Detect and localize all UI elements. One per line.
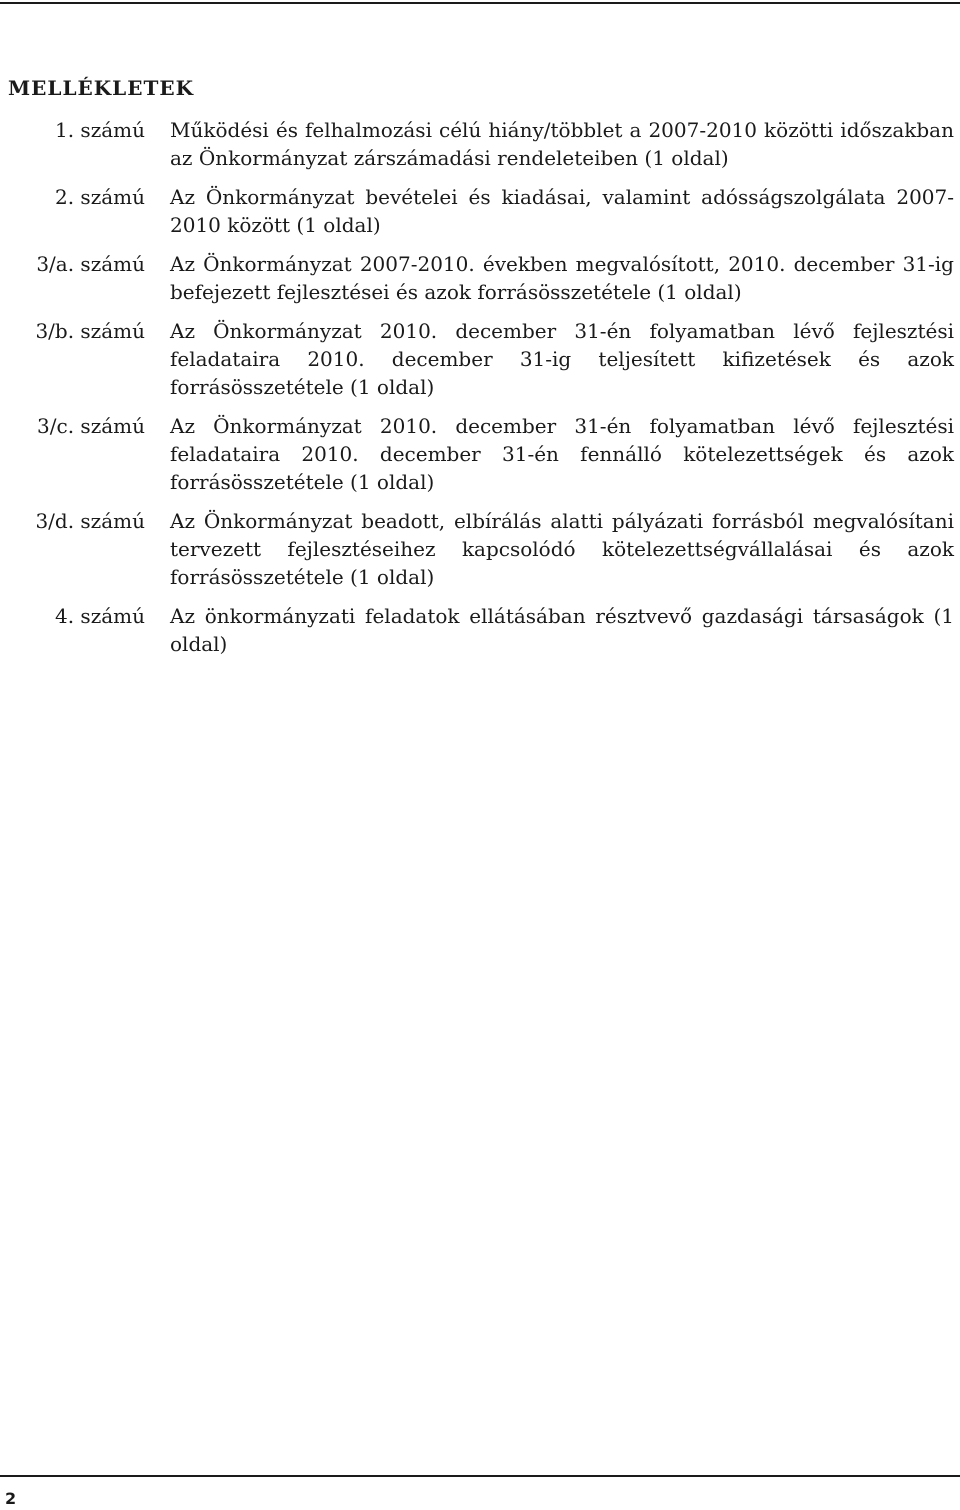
- annex-title: Működési és felhalmozási célú hiány/többlet a 2007-2010 közötti időszakban az Önkormányzat zárszámadási rendeleteiben (1 oldal): [170, 118, 954, 170]
- annex-title: Az Önkormányzat 2007-2010. években megvalósított, 2010. december 31-ig befejezett fejlesztései és azok forrásösszetétele (1 oldal): [170, 252, 954, 304]
- annex-item-2: [0, 183, 960, 239]
- annex-list: [0, 116, 960, 669]
- annex-item-3d: [0, 507, 960, 591]
- annex-number: 2. számú: [54, 185, 145, 209]
- annex-item-1: [0, 116, 960, 172]
- annex-item-3c: [0, 412, 960, 496]
- footer-rule: [0, 1475, 960, 1477]
- annex-number: 3/d. számú: [35, 509, 145, 533]
- page-heading: MELLÉKLETEK: [8, 76, 194, 100]
- annex-item-3a: [0, 250, 960, 306]
- annex-number: 3/b. számú: [35, 319, 145, 343]
- annex-item-4: [0, 602, 960, 658]
- annex-number: 3/a. számú: [36, 252, 145, 276]
- annex-title: Az Önkormányzat beadott, elbírálás alatti pályázati forrásból megvalósítani tervezett fejlesztéseihez kapcsolódó kötelezettségvállalásai és azok forrásösszetétele (1 oldal): [170, 509, 954, 589]
- page-number: 2: [5, 1489, 17, 1508]
- annex-title: Az Önkormányzat bevételei és kiadásai, valamint adósságszolgálata 2007-2010 között (1 oldal): [170, 185, 954, 237]
- annex-number: 4. számú: [54, 604, 145, 628]
- annex-title: Az Önkormányzat 2010. december 31-én folyamatban lévő fejlesztési feladataira 2010. december 31-én fennálló kötelezettségek és azok forrásösszetétele (1 oldal): [170, 414, 954, 494]
- annex-item-3b: [0, 317, 960, 401]
- annex-number: 1. számú: [54, 118, 145, 142]
- annex-title: Az Önkormányzat 2010. december 31-én folyamatban lévő fejlesztési feladataira 2010. december 31-ig teljesített kifizetések és azok forrásösszetétele (1 oldal): [170, 319, 954, 399]
- annex-number: 3/c. számú: [37, 414, 145, 438]
- top-rule: [0, 2, 960, 4]
- annex-title: Az önkormányzati feladatok ellátásában résztvevő gazdasági társaságok (1 oldal): [170, 604, 954, 656]
